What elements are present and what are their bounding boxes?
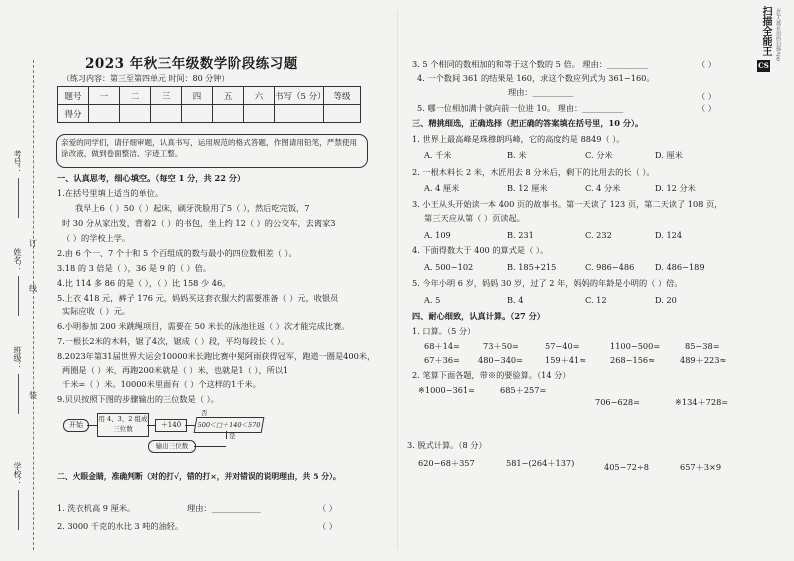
choice-option: B. 米 xyxy=(507,150,527,160)
score-table xyxy=(57,86,361,123)
question-3: 3.18 的 3 倍是（ ），36 是 9 的（ ）倍。 xyxy=(57,263,212,273)
choice-option: B. 4 xyxy=(507,295,524,305)
scanner-logo-icon: CS xyxy=(758,61,769,70)
oral-item: 268−156≈ xyxy=(610,355,655,365)
scanner-tagline: 3亿人都在用的扫描App xyxy=(775,8,781,62)
calc-oral-heading: 1. 口算。（5 分） xyxy=(412,326,476,336)
oral-item: 159＋41≈ xyxy=(545,355,587,365)
choice-option: D. 20 xyxy=(655,295,677,305)
score-header-cell: 等级 xyxy=(324,87,361,105)
choice-option: C. 分米 xyxy=(585,150,613,160)
question-1: 1.在括号里填上适当的单位。 xyxy=(57,188,164,198)
choice-option: D. 486−189 xyxy=(655,262,705,272)
choice-1: 1. 世界上最高峰是珠穆朗玛峰，它的高度约是 8849（ ）。 xyxy=(412,134,625,144)
class-label: 班级： xyxy=(13,346,22,370)
student-name-label: 姓名： xyxy=(13,248,22,272)
flowchart-arrow xyxy=(87,425,97,426)
page-title: 2023 年秋三年级数学阶段练习题 xyxy=(85,56,298,72)
question-5-line-2: 实际应收（ ）元。 xyxy=(62,306,131,316)
choice-option: C. 986−486 xyxy=(585,262,635,272)
judge-3: 3. 5 个相同的数相加的和等于这个数的 5 倍。 理由：__________ xyxy=(412,59,648,69)
choice-option: D. 124 xyxy=(655,230,683,240)
exam-subtitle: （练习内容：第三至第四单元 时间：80 分钟） xyxy=(62,74,230,83)
judge-5: 5. 哪一位相加满十就向前一位进 10。 理由：__________ xyxy=(417,103,624,113)
judge-1-reason: 理由：____________ xyxy=(187,503,261,513)
question-4: 4.比 114 多 86 的是（ ），（ ）比 158 少 46。 xyxy=(57,278,231,288)
choice-2: 2. 一根木料长 2 米，木匠用去 8 分米后，剩下的比用去的长（ ）。 xyxy=(412,167,655,177)
binding-mark-zhuang: 装 xyxy=(29,391,37,400)
step-item: 620−68＋357 xyxy=(418,458,475,468)
oral-item: 57−40= xyxy=(545,341,580,351)
score-header-cell: 题号 xyxy=(58,87,89,105)
choice-option: C. 4 分米 xyxy=(585,183,621,193)
choice-option: C. 232 xyxy=(585,230,612,240)
judge-3-answer: （ ） xyxy=(697,59,716,69)
choice-4: 4. 下面得数大于 400 的算式是（ ）。 xyxy=(412,245,549,255)
flowchart-arrow xyxy=(194,446,226,447)
choice-option: B. 185+215 xyxy=(507,262,557,272)
flowchart-yes-label: 是 xyxy=(229,432,236,440)
binding-dashed-line xyxy=(33,60,34,550)
choice-5: 5. 今年小明 6 岁，妈妈 30 岁，过了 2 年，妈妈的年龄是小明的（ ）倍。 xyxy=(412,278,683,288)
judge-4-reason: 理由：__________ xyxy=(508,87,574,97)
question-1-line-2: 时 30 分从家出发，背着2（ ）的书包，坐上约 12（ ）的公交车，去离家3 xyxy=(62,218,336,228)
oral-item: 67＋36= xyxy=(424,355,460,365)
oral-item: 480−340= xyxy=(478,355,523,365)
class-blank xyxy=(18,374,19,414)
choice-option: C. 12 xyxy=(585,295,607,305)
question-8-line-1: 8.2023年第31届世界大运会10000米长跑比赛中冕阿雨获得冠军，跑道一圈是400米， xyxy=(57,351,376,361)
vertical-item: 685＋257= xyxy=(500,385,547,395)
calc-vertical-heading: 2. 笔算下面各题，带※的要验算。（14 分） xyxy=(412,370,571,380)
oral-item: 73＋50= xyxy=(483,341,519,351)
question-1-line-3: （ ）的学校上学。 xyxy=(62,233,131,243)
judge-4-answer: （ ） xyxy=(697,91,716,101)
choice-option: A. 4 厘米 xyxy=(424,183,460,193)
flowchart-arrow xyxy=(226,431,227,439)
oral-item: 85−38= xyxy=(685,341,720,351)
exam-number-blank xyxy=(18,178,19,218)
judge-2-answer: （ ） xyxy=(318,521,337,531)
section-2-heading: 二、火眼金睛，准确判断（对的打√，错的打×，并对错误的说明理由，共 5 分）。 xyxy=(57,472,341,481)
flowchart-start: 开始 xyxy=(63,419,89,432)
judge-4-line-1: 4. 一个数间 361 的结果是 160，求这个数应列式为 361−160。 xyxy=(417,73,655,83)
exam-notice: 亲爱的同学们，请仔细审题，认真书写，运用规范的格式答题，作图请用铅笔，严禁使用涂改液，做到卷面整洁、字迹工整。 xyxy=(56,134,368,168)
score-cell xyxy=(213,105,244,123)
question-8-line-3: 千米=（ ）米。10000米里面有（ ）个这样的1千米。 xyxy=(62,379,261,389)
score-cell xyxy=(182,105,213,123)
oral-item: 68＋14= xyxy=(424,341,460,351)
score-header-cell: 三 xyxy=(151,87,182,105)
vertical-item: 706−628= xyxy=(595,397,640,407)
score-header-cell: 一 xyxy=(89,87,120,105)
question-5-line-1: 5.上衣 418 元，裤子 176 元，妈妈买这套衣服大约需要准备（ ）元，收银员 xyxy=(57,293,339,303)
judge-5-answer: （ ） xyxy=(697,103,716,113)
page-fold-divider xyxy=(397,10,398,550)
question-7: 7.一根长2米的木料，锯了4次，锯成（ ）段，平均每段长（ ）。 xyxy=(57,336,290,346)
question-6: 6.小明参加 200 米跳绳项目，需要在 50 米长的泳池往返（ ）次才能完成比赛。 xyxy=(57,321,350,331)
student-name-blank xyxy=(18,276,19,316)
flowchart-compose-step: 用 4、3、2 组成三位数 xyxy=(97,413,149,437)
choice-option: D. 厘米 xyxy=(655,150,683,160)
question-1-line-1: 我早上6（ ）50（ ）起床，刷牙洗脸用了5（ ），然后吃完饭，7 xyxy=(75,203,310,213)
scanner-app-name: 扫描全能王 xyxy=(760,6,771,56)
choice-option: A. 109 xyxy=(424,230,451,240)
section-3-heading: 三、精挑细选，正确选择（把正确的答案填在括号里，10 分）。 xyxy=(412,118,644,128)
question-2: 2.由 6 个一、7 个十和 5 个百组成的数与最小的四位数相差（ ）。 xyxy=(57,248,297,258)
score-cell xyxy=(275,105,324,123)
choice-option: A. 千米 xyxy=(424,150,452,160)
flowchart-arrow xyxy=(185,425,195,426)
judge-1-answer: （ ） xyxy=(318,503,337,513)
calc-step-heading: 3. 脱式计算。（8 分） xyxy=(407,440,487,450)
score-header-cell: 书写（5 分） xyxy=(275,87,324,105)
question-9: 9.贝贝按照下图的步骤输出的三位数是（ ）。 xyxy=(57,394,219,404)
binding-mark-ding: 订 xyxy=(29,239,37,248)
question-8-line-2: 两圈是（ ）米，再跑200米就是（ ）米，也就是1（ ），所以1 xyxy=(62,365,289,375)
choice-option: B. 231 xyxy=(507,230,534,240)
judge-2: 2. 3000 千克的水比 3 吨的油轻。 xyxy=(57,521,184,531)
step-item: 657＋3×9 xyxy=(680,462,722,472)
choice-option: B. 12 厘米 xyxy=(507,183,548,193)
score-row-label: 得分 xyxy=(58,105,89,123)
judge-1: 1. 洗衣机高 9 厘米。 xyxy=(57,503,136,513)
choice-3-line-2: 第三天应从第（ ）页读起。 xyxy=(424,213,525,223)
score-cell xyxy=(244,105,275,123)
oral-item: 489＋223≈ xyxy=(680,355,727,365)
choice-option: D. 12 分米 xyxy=(655,183,696,193)
exam-number-label: 考号： xyxy=(13,150,22,174)
score-cell xyxy=(120,105,151,123)
score-header-cell: 四 xyxy=(182,87,213,105)
flowchart-condition: 500＜□＋140＜570 xyxy=(194,417,265,433)
flowchart-add-step: ＋140 xyxy=(155,419,187,432)
oral-item: 1100−500= xyxy=(610,341,661,351)
step-item: 405−72÷8 xyxy=(604,462,649,472)
flowchart-arrow xyxy=(147,425,155,426)
school-label: 学校： xyxy=(13,462,22,486)
score-header-cell: 五 xyxy=(213,87,244,105)
choice-option: A. 500−102 xyxy=(424,262,474,272)
vertical-item: ※1000−361= xyxy=(418,385,476,395)
score-cell xyxy=(324,105,361,123)
flowchart-no-label: 否 xyxy=(201,409,208,417)
binding-mark-xian: 线 xyxy=(29,284,37,293)
score-cell xyxy=(151,105,182,123)
score-header-cell: 六 xyxy=(244,87,275,105)
flowchart-output: 输出三位数 xyxy=(148,440,196,453)
score-header-cell: 二 xyxy=(120,87,151,105)
vertical-item: ※134＋728= xyxy=(675,397,729,407)
choice-3-line-1: 3. 小王从头开始读一本 400 页的故事书。第一天读了 123 页，第二天读了 108 页， xyxy=(412,199,723,209)
section-1-heading: 一、认真思考，细心填空。（每空 1 分，共 22 分） xyxy=(57,173,246,183)
choice-option: A. 5 xyxy=(424,295,441,305)
section-4-heading: 四、耐心细致，认真计算。（27 分） xyxy=(412,311,545,321)
score-cell xyxy=(89,105,120,123)
step-item: 581−(264＋137) xyxy=(506,458,575,468)
school-blank xyxy=(18,490,19,530)
